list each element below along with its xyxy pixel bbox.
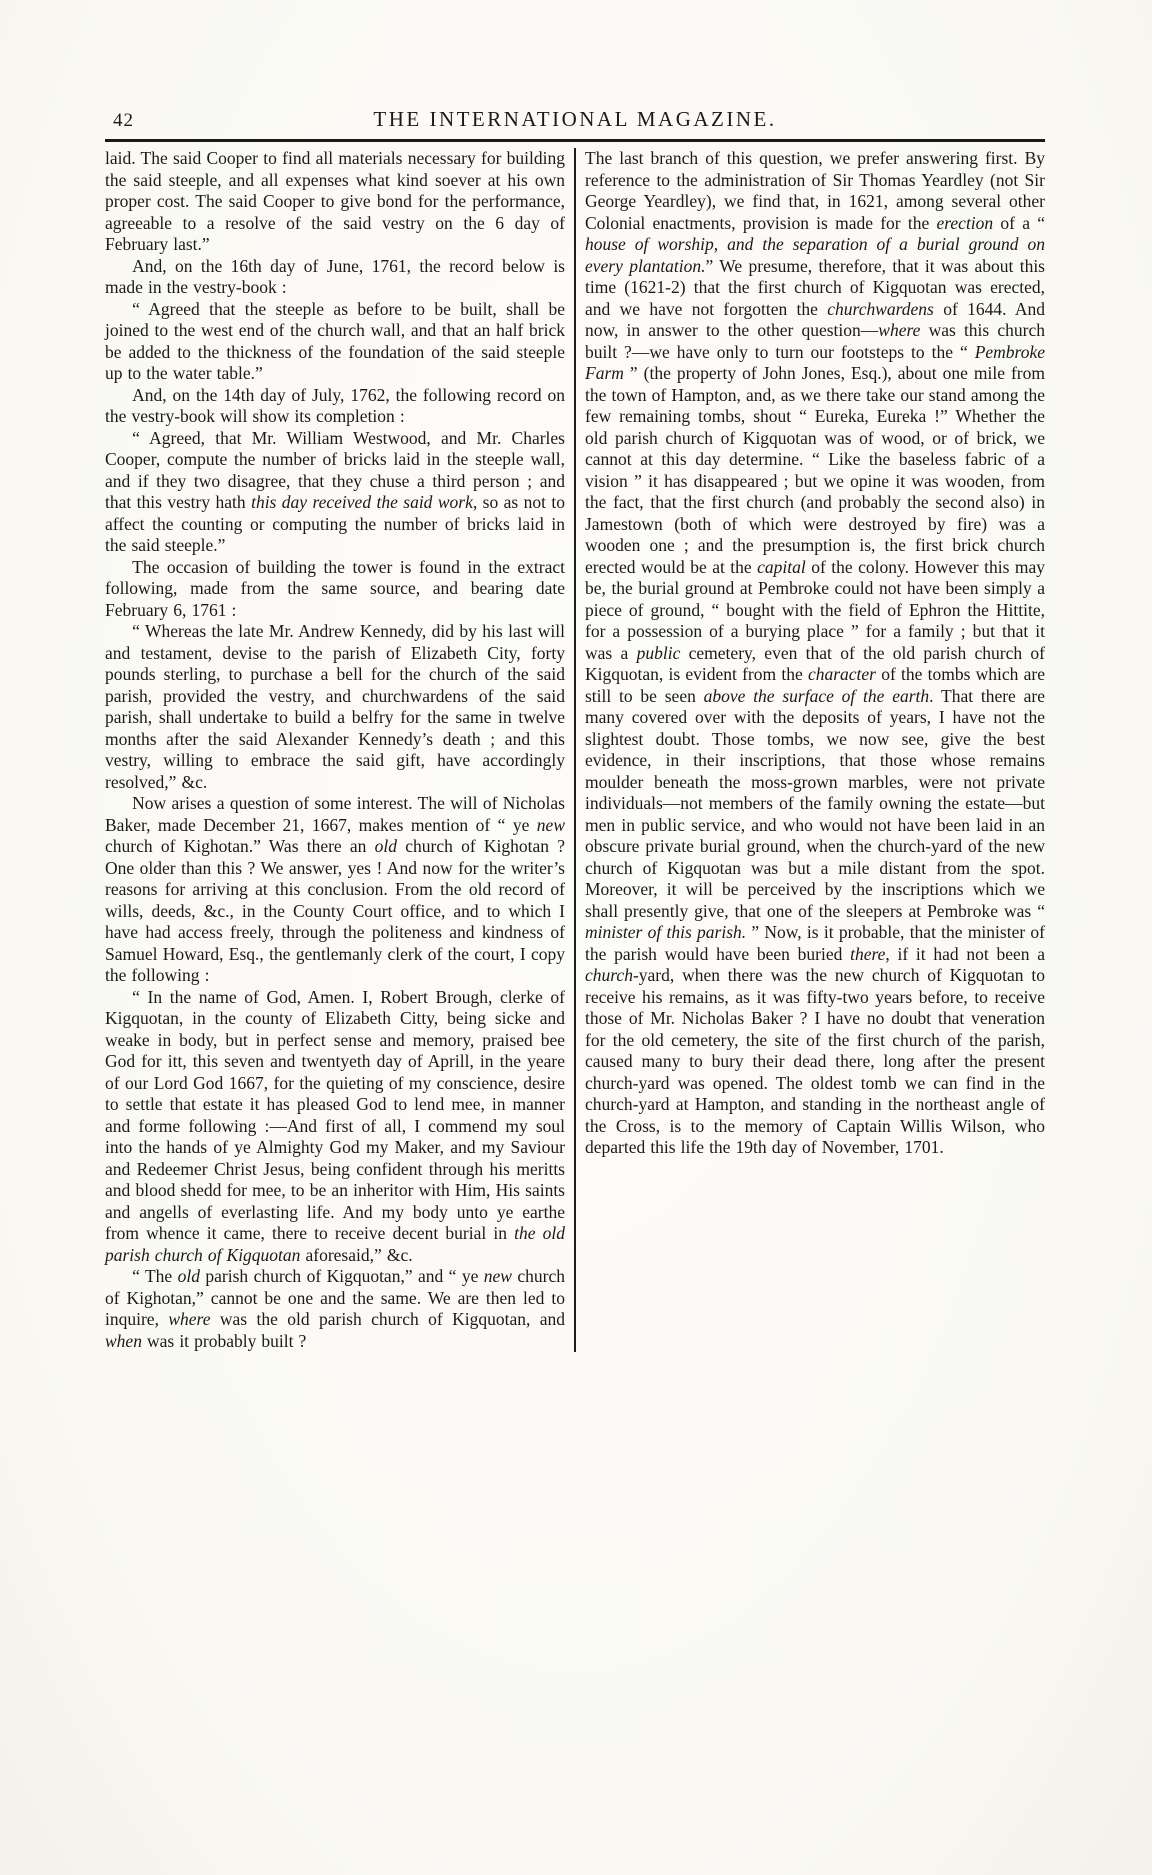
article-body [105,148,1045,1352]
paragraph: And, on the 14th day of July, 1762, the following record on the vestry-book will show its completion : [105,384,565,426]
paragraph: The last branch of this question, we prefer answering first. By reference to the administration of Sir Thomas Yeardley (not Sir George Yeardley), we find that, in 1621, among several other Colonial enactments, provision is made for the erection of a “ house of worship, and the separation of a burial ground on every plantation.” We presume, therefore, that it was about this time (1621-2) that the first church of Kigquotan was erected, and we have not forgotten the churchwardens of 1644. And now, in answer to the other question—where was this church built ?—we have only to turn our footsteps to the “ Pembroke Farm ” (the property of John Jones, Esq.), about one mile from the town of Hampton, and, as we there take our stand among the few remaining tombs, shout “ Eureka, Eureka !” Whether the old parish church of Kigquotan was of wood, or of brick, we cannot at this day determine. “ Like the baseless fabric of a vision ” it has disappeared ; but we opine it was wooden, from the fact, that the first church (and probably the second also) in Jamestown (both of which were destroyed by fire) was a wooden one ; and the presumption is, the first brick church erected would be at the capital of the colony. However this may be, the burial ground at Pembroke could not have been simply a piece of ground, “ bought with the field of Ephron the Hittite, for a possession of a burying place ” for a family ; but that it was a public cemetery, even that of the old parish church of Kigquotan, is evident from the character of the tombs which are still to be seen above the surface of the earth. That there are many covered over with the deposits of years, I have not the slightest doubt. Those tombs, we now see, give the best evidence, in their inscriptions, that those whose remains moulder beneath the moss-grown marbles, were not private individuals—not members of the family owning the estate—but men in public service, and who would not have been laid in an obscure private burial ground, when the church-yard of the new church of Kigquotan was but a mile distant from the spot. Moreover, it will be perceived by the inscriptions which we shall presently give, that one of the sleepers at Pembroke was “ minister of this parish. ” Now, is it probable, that the minister of the parish would have been buried there, if it had not been a church-yard, when there was the new church of Kigquotan to receive his remains, as it was fifty-two years before, to receive those of Mr. Nicholas Baker ? I have no doubt that veneration for the old cemetery, the site of the first church of the parish, caused many to bury their dead there, long after the present church-yard was opened. The oldest tomb we can find in the church-yard at Hampton, and standing in the northeast angle of the Cross, is to the memory of Captain Willis Wilson, who departed this life the 19th day of November, 1701. [585,148,1046,1157]
page-number: 42 [113,110,134,131]
paragraph: “ The old parish church of Kigquotan,” and “ ye new church of Kighotan,” cannot be one and the same. We are then led to inquire, where was the old parish church of Kigquotan, and when was it probably built ? [105,1266,566,1351]
column-divider [574,148,576,1352]
right-column [585,148,1045,1352]
page-title: THE INTERNATIONAL MAGAZINE. [373,107,777,131]
left-column [105,148,565,1352]
paragraph: “ In the name of God, Amen. I, Robert Brough, clerke of Kigquotan, in the county of Elizabeth Citty, being sicke and weake in body, but in perfect sense and memory, praised bee God for itt, this seven and twentyeth day of Aprill, in the yeare of our Lord God 1667, for the quieting of my conscience, desire to settle that estate it has pleased God to lend mee, in manner and forme following :—And first of all, I commend my soul into the hands of ye Almighty God my Maker, and my Saviour and Redeemer Christ Jesus, being confident through his meritts and blood shedd for mee, to be an inheritor with Him, His saints and angells of everlasting life. And my body unto ye earthe from whence it came, there to receive decent burial in the old parish church of Kigquotan aforesaid,” &c. [105,986,565,1265]
paragraph: And, on the 16th day of June, 1761, the record below is made in the vestry-book : [105,255,565,297]
paragraph: “ Agreed, that Mr. William Westwood, and Mr. Charles Cooper, compute the number of bricks laid in the steeple wall, and if they two disagree, that they chuse a third person ; and that this vestry hath this day received the said work, so as not to affect the counting or computing the number of bricks laid in the said steeple.” [105,427,565,555]
page-header [105,104,1045,134]
header-rule [105,139,1045,142]
paragraph: “ Agreed that the steeple as before to be built, shall be joined to the west end of the church wall, and that an half brick be added to the thickness of the foundation of the said steeple up to the water table.” [105,298,565,383]
paragraph: The occasion of building the tower is found in the extract following, made from the same source, and bearing date February 6, 1761 : [105,556,565,620]
paragraph: Now arises a question of some interest. The will of Nicholas Baker, made December 21, 1667, makes mention of “ ye new church of Kighotan.” Was there an old church of Kighotan ? One older than this ? We answer, yes ! And now for the writer’s reasons for arriving at this conclusion. From the old record of wills, deeds, &c., in the County Court office, and to which I have had access freely, through the politeness and kindness of Samuel Howard, Esq., the gentlemanly clerk of the court, I copy the following : [105,793,565,985]
paragraph: “ Whereas the late Mr. Andrew Kennedy, did by his last will and testament, devise to the parish of Elizabeth City, forty pounds sterling, to purchase a bell for the church of the said parish, provided the vestry, and churchwardens of the said parish, shall undertake to build a belfry for the same in twelve months after the said Alexander Kennedy’s death ; and this vestry, willing to embrace the said gift, have accordingly resolved,” &c. [105,621,565,792]
paragraph: laid. The said Cooper to find all materials necessary for building the said steeple, and all expenses what kind soever at his own proper cost. The said Cooper to give bond for the performance, agreeable to a resolve of the said vestry on the 6 day of February last.” [105,148,565,254]
